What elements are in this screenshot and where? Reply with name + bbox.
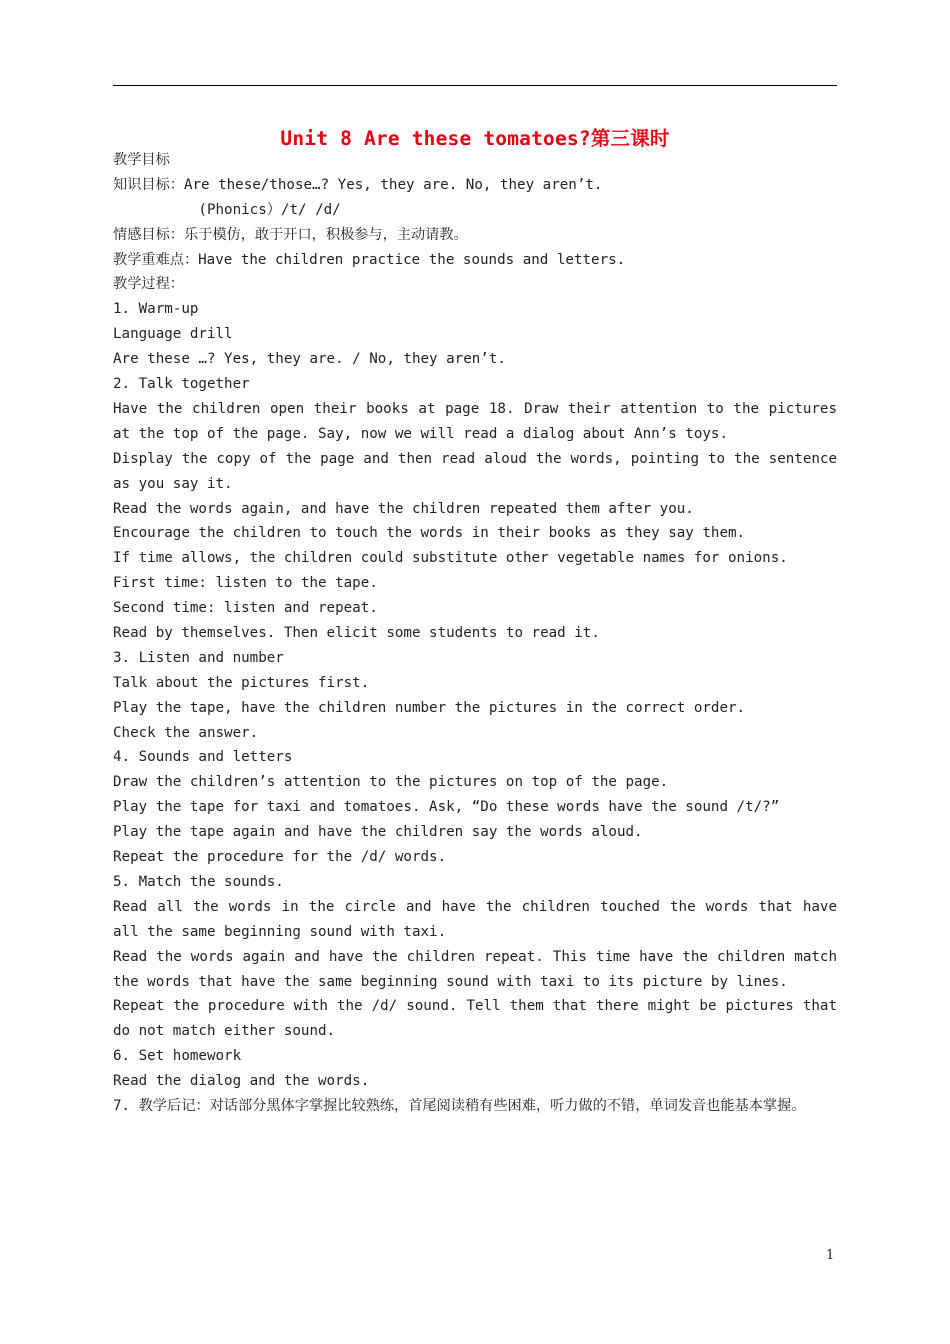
paragraph: Repeat the procedure for the /d/ words. [113,849,447,865]
section-heading: 教学目标 [113,152,170,168]
step-heading: 2. Talk together [113,376,250,393]
paragraph: Read the dialog and the words. [113,1073,370,1090]
knowledge-goal: 知识目标：Are these/those…? Yes, they are. No, they aren’t. [113,176,603,193]
page-title: Unit 8 Are these tomatoes?第三课时 [280,127,670,150]
key-difficulty: 教学重难点：Have the children practice the sounds and letters. [113,251,626,268]
paragraph: Language drill [113,326,233,343]
process-heading: 教学过程： [113,276,184,293]
paragraph: Read by themselves. Then elicit some students to read it. [113,624,600,641]
emotion-goal: 情感目标：乐于模仿，敢于开口，积极参与，主动请教。 [113,226,468,243]
paragraph: Have the children open their books at page 18. Draw their attention to the pictures at the top of the page. Say, now we will read a dialog about Ann’s toys. [113,400,837,442]
paragraph: Play the tape, have the children number the pictures in the correct order. [113,699,746,716]
step-heading: 6. Set homework [113,1048,242,1065]
paragraph: Read the words again and have the children repeat. This time have the children match the words that have the same beginning sound with taxi to its picture by lines. [113,948,837,990]
paragraph: Are these …? Yes, they are. / No, they aren’t. [113,351,506,368]
reflection-paragraph: 7. 教学后记：对话部分黑体字掌握比较熟练，首尾阅读稍有些困难，听力做的不错，单词发音也能基本掌握。 [113,1098,806,1114]
paragraph: Display the copy of the page and then read aloud the words, pointing to the sentence as you say it. [113,450,837,492]
paragraph: Play the tape for taxi and tomatoes. Ask, “Do these words have the sound /t/?” [113,799,780,816]
paragraph: Repeat the procedure with the /d/ sound. Tell them that there might be pictures that do not match either sound. [113,998,837,1040]
paragraph: First time: listen to the tape. [113,575,378,592]
paragraph: Read the words again, and have the children repeated them after you. [113,500,694,517]
step-heading: 5. Match the sounds. [113,873,284,890]
step-heading: 1. Warm-up [113,301,199,318]
paragraph: Check the answer. [113,724,259,741]
header-rule [113,85,837,86]
paragraph: Read all the words in the circle and have the children touched the words that have all the same beginning sound with taxi. [113,898,837,940]
paragraph: Play the tape again and have the children say the words aloud. [113,824,643,841]
paragraph: Second time: listen and repeat. [113,600,378,617]
step-heading: 3. Listen and number [113,649,284,666]
knowledge-goal-phonics: (Phonics）/t/ /d/ [113,201,341,218]
step-heading: 4. Sounds and letters [113,749,293,766]
paragraph: Talk about the pictures first. [113,674,370,691]
page-number: 1 [826,1248,835,1263]
paragraph: Encourage the children to touch the words in their books as they say them. [113,525,746,542]
paragraph: If time allows, the children could substitute other vegetable names for onions. [113,550,788,567]
paragraph: Draw the children’s attention to the pictures on top of the page. [113,774,669,791]
lesson-body [113,148,837,1119]
